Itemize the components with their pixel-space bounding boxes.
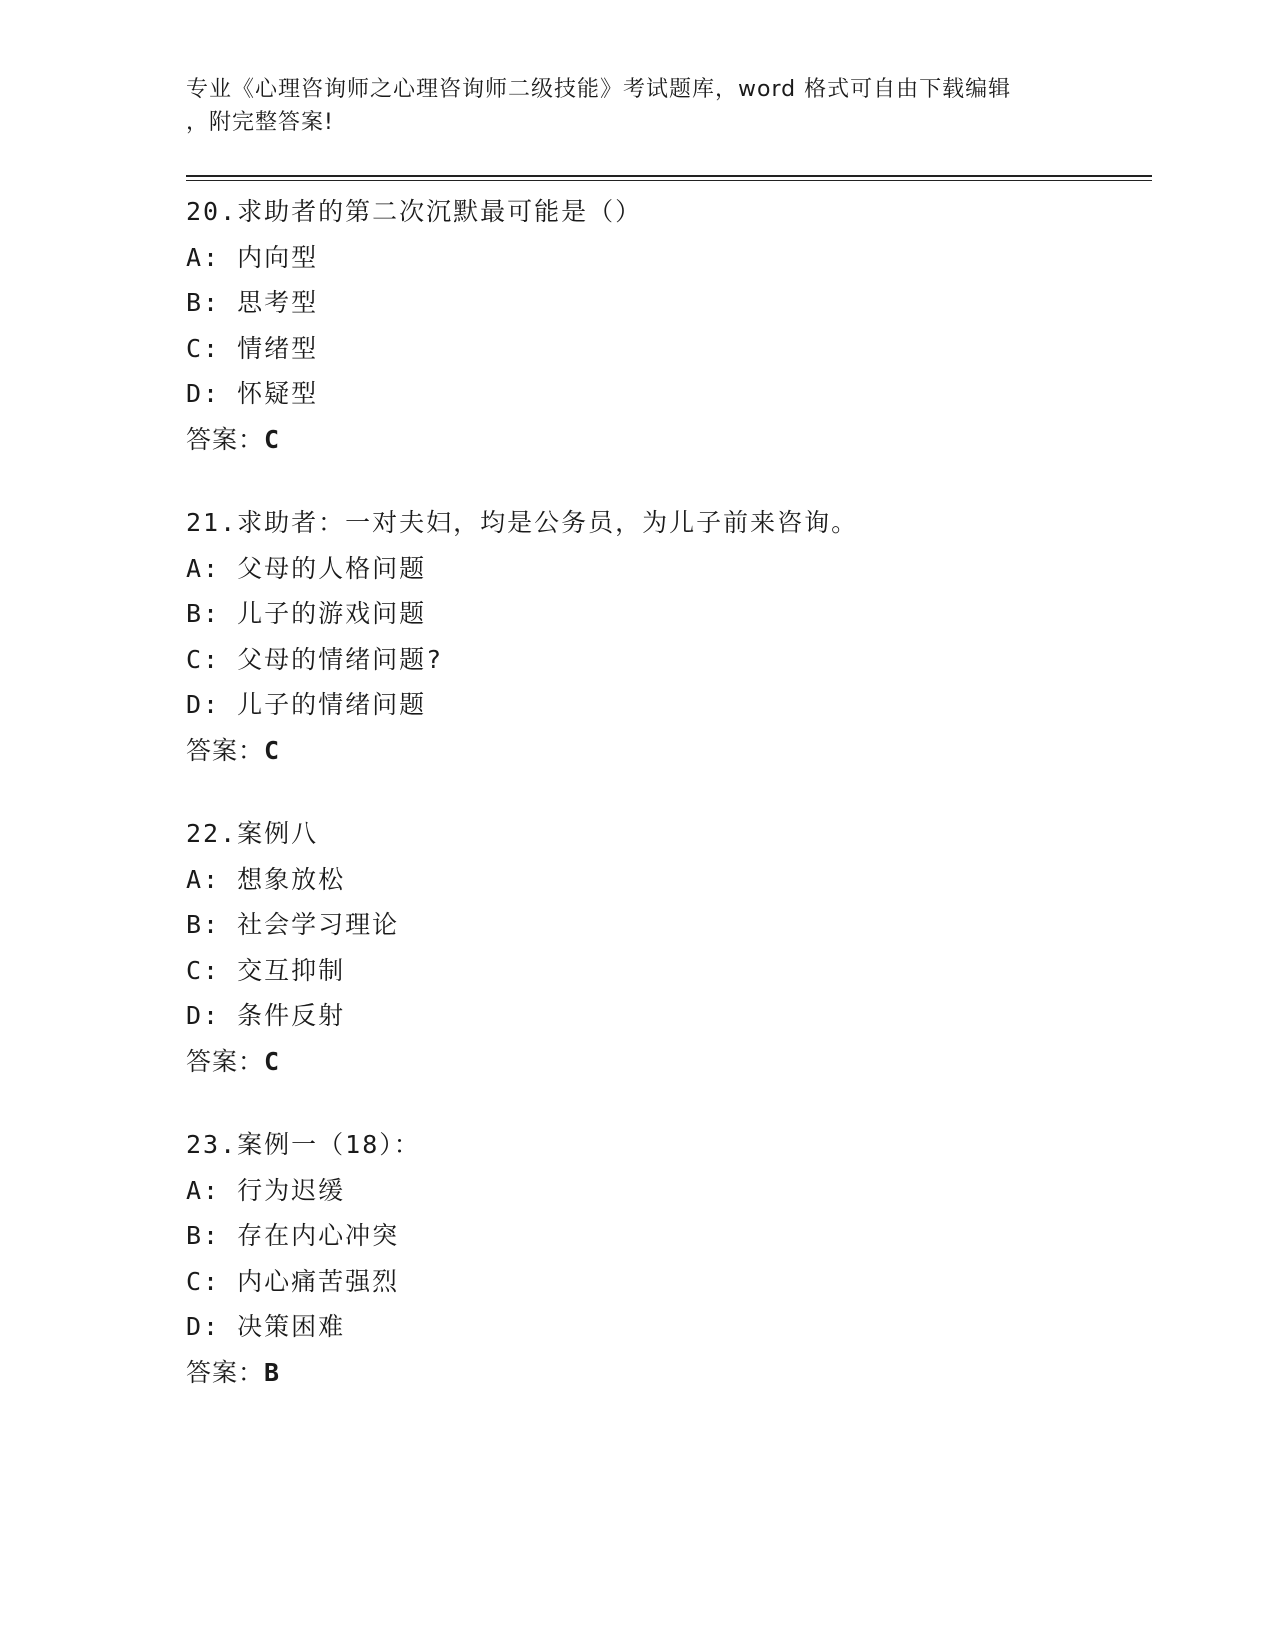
option-d: D: 条件反射 — [186, 1001, 346, 1030]
answer-value: B — [264, 1357, 281, 1387]
option-c: C: 交互抑制 — [186, 955, 346, 985]
answer-value: C — [264, 1046, 281, 1076]
document-header — [186, 73, 1076, 139]
question-stem: 23.案例一（18）： — [186, 1130, 421, 1159]
option-d: D: 决策困难 — [186, 1312, 346, 1341]
option-c: C: 父母的情绪问题? — [186, 644, 444, 674]
option-d: D: 儿子的情绪问题 — [186, 690, 427, 719]
header-divider-thin — [186, 180, 1152, 181]
option-a: A: 内向型 — [186, 242, 319, 272]
answer-label: 答案： — [186, 1046, 265, 1076]
question-21 — [186, 500, 1152, 773]
answer-line — [186, 728, 1152, 774]
answer-line — [186, 417, 1152, 463]
header-line-2: ，附完整答案! — [186, 110, 334, 135]
answer-line — [186, 1350, 1152, 1396]
answer-label: 答案： — [186, 1357, 265, 1387]
question-list — [186, 189, 1152, 1433]
question-22 — [186, 811, 1152, 1084]
question-stem: 22.案例八 — [186, 819, 319, 848]
answer-value: C — [264, 424, 281, 454]
question-20 — [186, 189, 1152, 462]
option-b: B: 社会学习理论 — [186, 910, 400, 939]
question-stem: 21.求助者：一对夫妇，均是公务员，为儿子前来咨询。 — [186, 508, 859, 537]
answer-line — [186, 1039, 1152, 1085]
option-b: B: 儿子的游戏问题 — [186, 599, 427, 628]
option-a: A: 父母的人格问题 — [186, 553, 427, 583]
option-b: B: 存在内心冲突 — [186, 1221, 400, 1250]
header-divider-thick — [186, 175, 1152, 177]
option-a: A: 行为迟缓 — [186, 1175, 346, 1205]
option-c: C: 内心痛苦强烈 — [186, 1266, 400, 1296]
answer-label: 答案： — [186, 735, 265, 765]
option-a: A: 想象放松 — [186, 864, 346, 894]
option-c: C: 情绪型 — [186, 333, 319, 363]
question-23 — [186, 1122, 1152, 1395]
option-b: B: 思考型 — [186, 288, 319, 317]
header-line-1: 专业《心理咨询师之心理咨询师二级技能》考试题库，word 格式可自由下载编辑 — [186, 77, 1012, 102]
question-stem: 20.求助者的第二次沉默最可能是（） — [186, 197, 643, 226]
answer-value: C — [264, 735, 281, 765]
answer-label: 答案： — [186, 424, 265, 454]
option-d: D: 怀疑型 — [186, 379, 319, 408]
